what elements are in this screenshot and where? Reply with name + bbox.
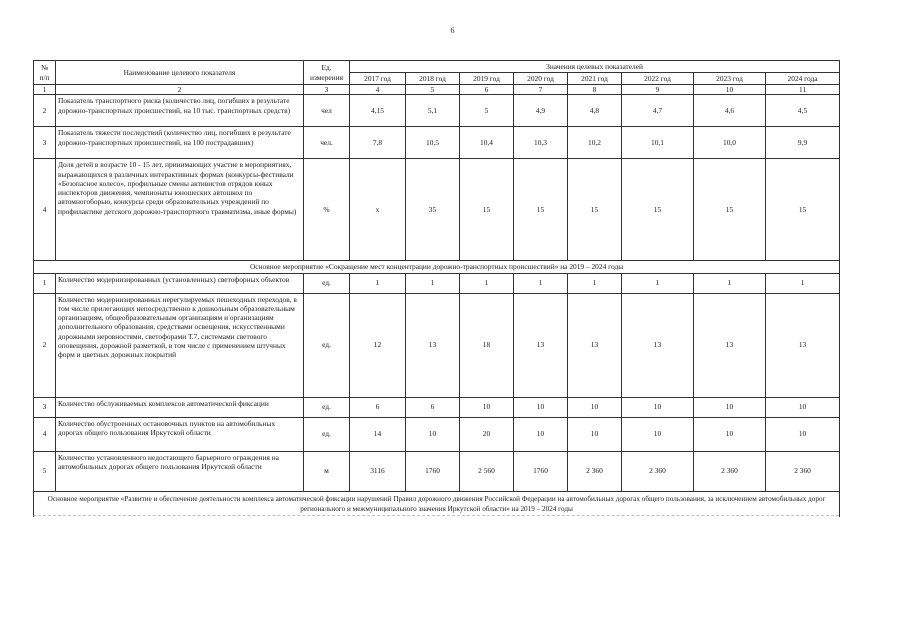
header-year: 2024 года: [766, 73, 840, 85]
value-cell: 10,3: [514, 127, 568, 159]
header-values-title: Значения целевых показателей: [350, 61, 840, 73]
header-column-number: 2: [56, 85, 304, 95]
row-number: 5: [34, 451, 56, 491]
header-column-number: 6: [460, 85, 514, 95]
value-cell: 15: [694, 159, 766, 261]
header-name: Наименование целевого показателя: [56, 61, 304, 85]
value-cell: 1: [514, 273, 568, 293]
value-cell: 13: [568, 293, 622, 397]
value-cell: 2 560: [460, 451, 514, 491]
value-cell: 10,4: [460, 127, 514, 159]
header-column-number: 5: [406, 85, 460, 95]
table-row: [34, 417, 840, 451]
value-cell: 6: [406, 397, 460, 417]
page-number: 6: [450, 26, 455, 35]
header-column-number: 3: [304, 85, 350, 95]
value-cell: 10: [568, 417, 622, 451]
row-number: 2: [34, 95, 56, 127]
value-cell: 9,9: [766, 127, 840, 159]
value-cell: 10: [694, 417, 766, 451]
value-cell: 10,1: [622, 127, 694, 159]
unit: ед.: [304, 293, 350, 397]
value-cell: 1: [406, 273, 460, 293]
value-cell: 15: [460, 159, 514, 261]
value-cell: 4,15: [350, 95, 406, 127]
value-cell: 2 360: [622, 451, 694, 491]
unit: ед.: [304, 397, 350, 417]
row-number: 4: [34, 159, 56, 261]
value-cell: 4,9: [514, 95, 568, 127]
header-year: 2020 год: [514, 73, 568, 85]
row-number: 3: [34, 127, 56, 159]
value-cell: 1760: [514, 451, 568, 491]
header-year: 2017 год: [350, 73, 406, 85]
value-cell: 10,2: [568, 127, 622, 159]
value-cell: 10: [460, 397, 514, 417]
value-cell: 2 360: [694, 451, 766, 491]
value-cell: 10: [766, 397, 840, 417]
value-cell: 13: [622, 293, 694, 397]
unit: чел.: [304, 127, 350, 159]
row-number: 2: [34, 293, 56, 397]
value-cell: 10: [568, 397, 622, 417]
row-number: 1: [34, 273, 56, 293]
value-cell: 2 360: [568, 451, 622, 491]
value-cell: 13: [406, 293, 460, 397]
value-cell: 10: [694, 397, 766, 417]
indicator-name: Количество модернизированных нерегулируемых пешеходных переходов, в том числе прилегающих непосредственно к дошкольным образовательным организациям, общеобразовательным организациям и организациям дополнительного образования, средствами освещения, искусственными дорожными неровностями, светофорами Т.7, системами светового оповещения, дорожной разметкой, в том числе с применением штучных форм и цветных дорожных покрытий: [56, 293, 304, 397]
indicator-name: Количество обслуживаемых комплексов автоматической фиксации: [56, 397, 304, 417]
header-column-numbers-row: [34, 85, 840, 95]
table-row: [34, 293, 840, 397]
row-number: 3: [34, 397, 56, 417]
value-cell: 7,8: [350, 127, 406, 159]
page-cut-line: [33, 515, 839, 518]
value-cell: 10: [406, 417, 460, 451]
unit: ед.: [304, 273, 350, 293]
value-cell: 10,0: [694, 127, 766, 159]
value-cell: 15: [568, 159, 622, 261]
value-cell: 3116: [350, 451, 406, 491]
header-num: № п/п: [34, 61, 56, 85]
header-column-number: 8: [568, 85, 622, 95]
value-cell: 20: [460, 417, 514, 451]
value-cell: 10: [622, 397, 694, 417]
value-cell: 1: [350, 273, 406, 293]
value-cell: 15: [622, 159, 694, 261]
value-cell: 15: [766, 159, 840, 261]
header-column-number: 10: [694, 85, 766, 95]
value-cell: 12: [350, 293, 406, 397]
header-column-number: 7: [514, 85, 568, 95]
header-year: 2019 год: [460, 73, 514, 85]
value-cell: 2 360: [766, 451, 840, 491]
table-row: [34, 95, 840, 127]
value-cell: 10: [514, 397, 568, 417]
value-cell: 5: [460, 95, 514, 127]
value-cell: 13: [766, 293, 840, 397]
table-row: [34, 273, 840, 293]
header-year: 2023 год: [694, 73, 766, 85]
header-unit: Ед. измерения: [304, 61, 350, 85]
table-row: [34, 127, 840, 159]
indicator-name: Доля детей в возрасте 10 - 15 лет, принимающих участие в мероприятиях, выражающихся в различных интерактивных формах (конкурсы-фестивали «Безопасное колесо», профильные смены активистов отрядов юных инспекторов движения, чемпионаты юношеских автошкол по автомногоборью, конкурсы среди образовательных учреждений по профилактике детского дорожно-транспортного травматизма, иные формы): [56, 159, 304, 261]
value-cell: 10,5: [406, 127, 460, 159]
section-row: [34, 491, 840, 517]
value-cell: 13: [514, 293, 568, 397]
target-indicators-table: [33, 60, 840, 517]
table-row: [34, 451, 840, 491]
value-cell: 1: [622, 273, 694, 293]
indicator-name: Показатель транспортного риска (количество лиц, погибших в результате дорожно-транспортных происшествий, на 10 тыс. транспортных средств): [56, 95, 304, 127]
value-cell: 4,5: [766, 95, 840, 127]
value-cell: 1760: [406, 451, 460, 491]
value-cell: 10: [766, 417, 840, 451]
unit: м: [304, 451, 350, 491]
header-column-number: 11: [766, 85, 840, 95]
value-cell: 4,8: [568, 95, 622, 127]
header-year: 2021 год: [568, 73, 622, 85]
header-year: 2018 год: [406, 73, 460, 85]
indicator-name: Показатель тяжести последствий (количество лиц, погибших в результате дорожно-транспортных происшествий, на 100 пострадавших): [56, 127, 304, 159]
header-year: 2022 год: [622, 73, 694, 85]
value-cell: 10: [622, 417, 694, 451]
indicator-name: Количество модернизированных (установленных) светофорных объектов: [56, 273, 304, 293]
value-cell: 1: [766, 273, 840, 293]
value-cell: 15: [514, 159, 568, 261]
indicator-name: Количество обустроенных остановочных пунктов на автомобильных дорогах общего пользования Иркутской области: [56, 417, 304, 451]
value-cell: 6: [350, 397, 406, 417]
value-cell: 1: [694, 273, 766, 293]
value-cell: 13: [694, 293, 766, 397]
section-title: Основное мероприятие «Развитие и обеспечение деятельности комплекса автоматической фиксации нарушений Правил дорожного движения Российской Федерации на автомобильных дорогах общего пользования, за исключением автомобильных дорог регионального и межмуниципального значения Иркутской области» на 2019 – 2024 годы: [34, 491, 840, 517]
header-column-number: 4: [350, 85, 406, 95]
unit: ед.: [304, 417, 350, 451]
value-cell: 1: [460, 273, 514, 293]
unit: чел: [304, 95, 350, 127]
unit: %: [304, 159, 350, 261]
value-cell: х: [350, 159, 406, 261]
header-column-number: 1: [34, 85, 56, 95]
table-row: [34, 397, 840, 417]
indicator-name: Количество установленного недостающего барьерного ограждения на автомобильных дорогах общего пользования Иркутской области: [56, 451, 304, 491]
value-cell: 4,6: [694, 95, 766, 127]
header-column-number: 9: [622, 85, 694, 95]
value-cell: 18: [460, 293, 514, 397]
section-title: Основное мероприятие «Сокращение мест концентрации дорожно-транспортных происшествий» на 2019 – 2024 годы: [34, 261, 840, 273]
value-cell: 5,1: [406, 95, 460, 127]
section-row: [34, 261, 840, 273]
value-cell: 10: [514, 417, 568, 451]
value-cell: 4,7: [622, 95, 694, 127]
value-cell: 35: [406, 159, 460, 261]
value-cell: 14: [350, 417, 406, 451]
value-cell: 1: [568, 273, 622, 293]
row-number: 4: [34, 417, 56, 451]
table-row: [34, 159, 840, 261]
